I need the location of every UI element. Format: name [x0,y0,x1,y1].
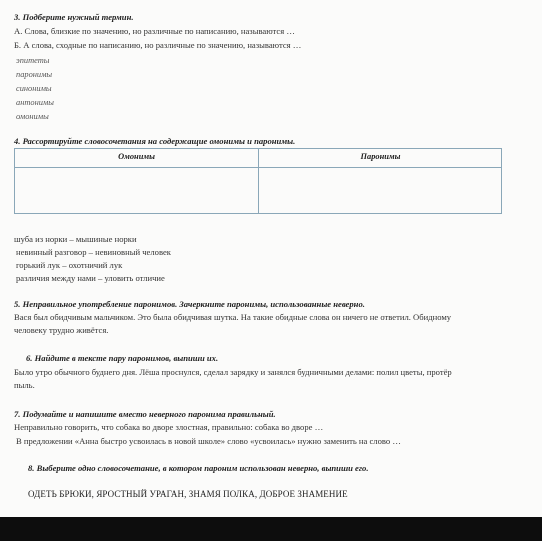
phrase-4: различия между нами – уловить отличие [16,273,165,283]
task8-title: 8. Выберите одно словосочетание, в котором пароним использован неверно, выпиши его. [28,463,369,473]
task7-title: 7. Подумайте и напишите вместо неверного паронима правильный. [14,409,276,419]
phrase-2: невинный разговор – невиновный человек [16,247,171,257]
sort-table [14,148,502,214]
task5-title: 5. Неправильное употребление паронимов. Зачеркните паронимы, использованные неверно. [14,299,365,309]
task3-option-4: антонимы [16,98,54,107]
phrase-3: горький лук – охотничий лук [16,260,123,270]
task4-title: 4. Рассортируйте словосочетания на содержащие омонимы и паронимы. [14,136,296,146]
phrase-1: шуба из норки – мышиные норки [14,234,137,244]
task5-text-line-2: человеку трудно живётся. [14,325,109,335]
task6-text-line-1: Было утро обычного буднего дня. Лёша проснулся, сделал зарядку и занялся будничными делами: полил цветы, протёр [14,367,452,377]
task3-line-b: Б. А слова, сходные по написанию, но различные по значению, называются … [14,40,302,50]
bottom-black-strip [0,517,542,541]
task3-option-1: эпитеты [16,56,50,65]
task6-title: 6. Найдите в тексте пару паронимов, выпиши их. [26,353,219,363]
task6-text-line-2: пыль. [14,380,35,390]
task7-text-line-1: Неправильно говорить, что собака во дворе злостная, правильно: собака во дворе … [14,422,324,432]
task3-option-3: синонимы [16,84,52,93]
task5-text-line-1: Вася был обидчивым мальчиком. Это была обидчивая шутка. На такие обидные слова он ничего не ответил. Обидному [14,312,452,322]
table-header-homonyms: Омонимы [118,152,155,161]
task3-option-2: паронимы [16,70,53,79]
task8-answer-options: ОДЕТЬ БРЮКИ, ЯРОСТНЫЙ УРАГАН, ЗНАМЯ ПОЛКА, ДОБРОЕ ЗНАМЕНИЕ [28,489,348,499]
task3-title: 3. Подберите нужный термин. [14,12,134,22]
task3-option-5: омонимы [16,112,49,121]
table-header-paronyms: Паронимы [360,152,401,161]
table-row-divider [15,167,501,168]
task7-text-line-2: В предложении «Анна быстро усвоилась в новой школе» слово «усвоилась» нужно заменить на слово … [16,436,401,446]
task3-line-a: А. Слова, близкие по значению, но различные по написанию, называются … [14,26,295,36]
